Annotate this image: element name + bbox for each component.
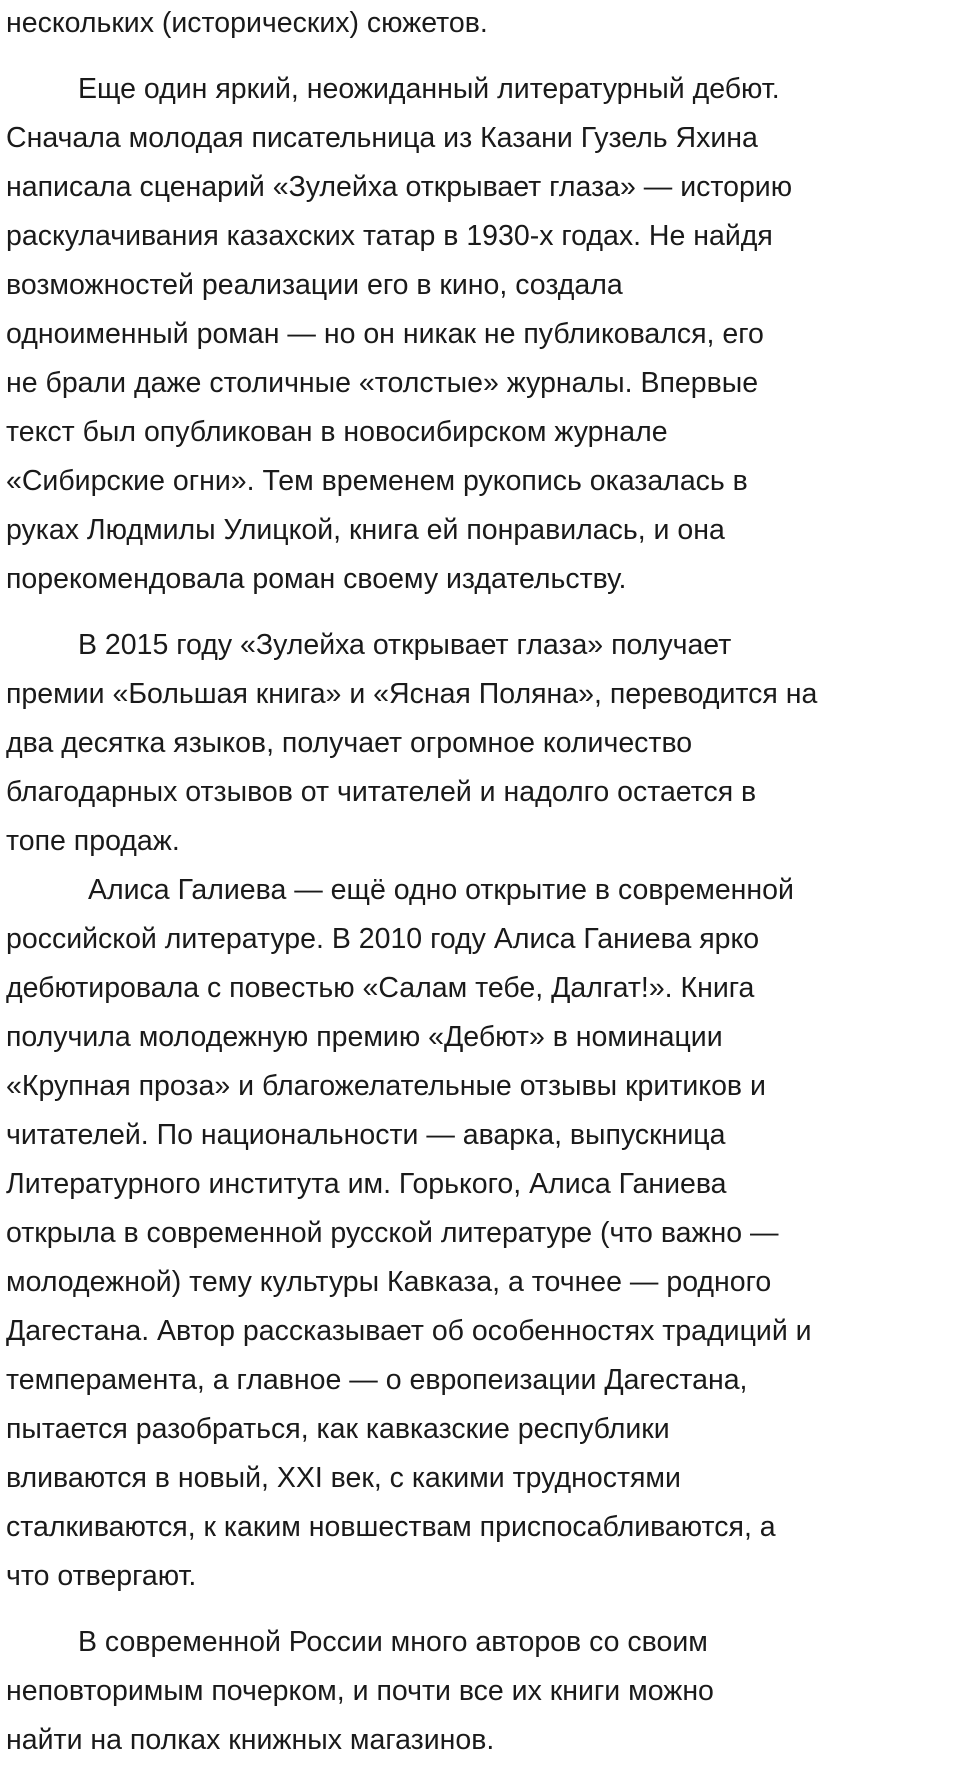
text-line: возможностей реализации его в кино, создала <box>6 269 623 301</box>
text-line: порекомендовала роман своему издательству. <box>6 563 627 595</box>
text-line: написала сценарий «Зулейха открывает глаза» — историю <box>6 171 793 203</box>
text-line: благодарных отзывов от читателей и надолго остается в <box>6 776 757 808</box>
paragraph-yakhina-debut <box>0 65 960 604</box>
text-line: темперамента, а главное — о европеизации Дагестана, <box>6 1364 748 1396</box>
text-line: премии «Большая книга» и «Ясная Поляна», переводится на <box>6 678 818 710</box>
paragraph-conclusion <box>0 1618 960 1765</box>
text-line: Алиса Галиева — ещё одно открытие в современной <box>88 874 794 906</box>
text-line: Еще один яркий, неожиданный литературный дебют. <box>78 73 780 105</box>
text-line: сталкиваются, к каким новшествам приспосабливаются, а <box>6 1511 776 1543</box>
text-line: молодежной) тему культуры Кавказа, а точнее — родного <box>6 1266 772 1298</box>
text-line: В 2015 году «Зулейха открывает глаза» получает <box>78 629 732 661</box>
text-line: неповторимым почерком, и почти все их книги можно <box>6 1675 714 1707</box>
text-line: одноименный роман — но он никак не публиковался, его <box>6 318 764 350</box>
text-line: открыла в современной русской литературе (что важно — <box>6 1217 779 1249</box>
text-line: нескольких (исторических) сюжетов. <box>6 7 488 39</box>
text-line: получила молодежную премию «Дебют» в номинации <box>6 1021 723 1053</box>
paragraph-2015-awards <box>0 621 960 866</box>
paragraph-continuation <box>0 0 960 48</box>
text-line: два десятка языков, получает огромное количество <box>6 727 693 759</box>
text-line: раскулачивания казахских татар в 1930-х годах. Не найдя <box>6 220 773 252</box>
text-line: «Сибирские огни». Тем временем рукопись оказалась в <box>6 465 748 497</box>
text-line: Дагестана. Автор рассказывает об особенностях традиций и <box>6 1315 812 1347</box>
text-line: руках Людмилы Улицкой, книга ей понравилась, и она <box>6 514 725 546</box>
text-line: дебютировала с повестью «Салам тебе, Далгат!». Книга <box>6 972 755 1004</box>
text-line: Литературного института им. Горького, Алиса Ганиева <box>6 1168 727 1200</box>
text-line: топе продаж. <box>6 825 180 857</box>
text-line: вливаются в новый, XXI век, с какими трудностями <box>6 1462 681 1494</box>
text-line: найти на полках книжных магазинов. <box>6 1724 495 1756</box>
text-line: текст был опубликован в новосибирском журнале <box>6 416 668 448</box>
text-line: Сначала молодая писательница из Казани Гузель Яхина <box>6 122 758 154</box>
text-line: не брали даже столичные «толстые» журналы. Впервые <box>6 367 759 399</box>
paragraph-ganieva <box>0 866 960 1601</box>
text-line: читателей. По национальности — аварка, выпускница <box>6 1119 726 1151</box>
text-line: российской литературе. В 2010 году Алиса Ганиева ярко <box>6 923 760 955</box>
text-line: В современной России много авторов со своим <box>78 1626 708 1658</box>
text-line: что отвергают. <box>6 1560 197 1592</box>
text-line: пытается разобраться, как кавказские республики <box>6 1413 670 1445</box>
text-line: «Крупная проза» и благожелательные отзывы критиков и <box>6 1070 766 1102</box>
